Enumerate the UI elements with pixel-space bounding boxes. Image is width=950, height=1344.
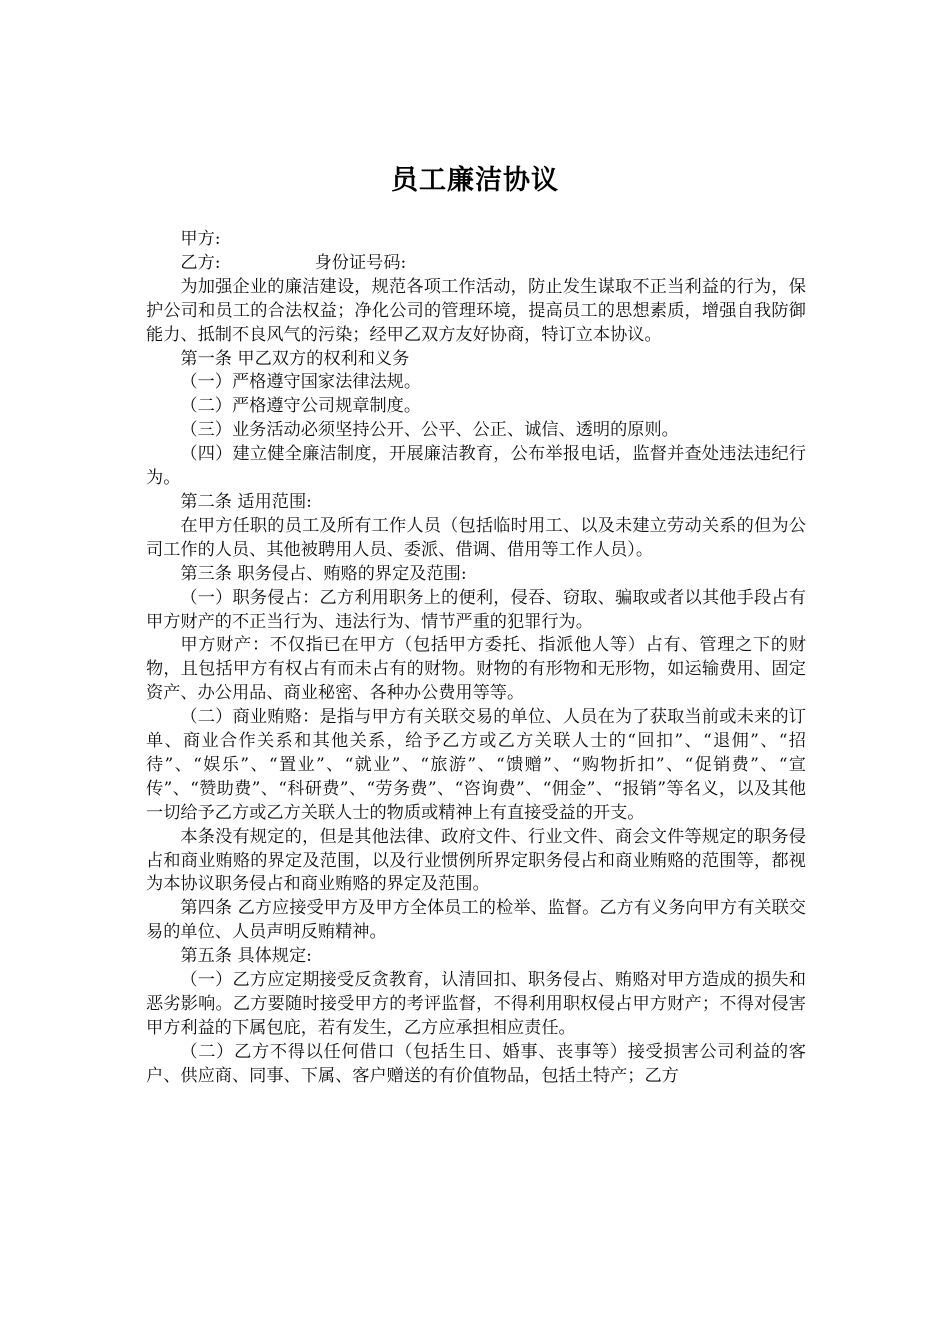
document-title: 员工廉洁协议	[391, 165, 559, 196]
article-3-property-definition: 甲方财产：不仅指已在甲方（包括甲方委托、指派他人等）占有、管理之下的财物，且包括甲方有权占有而未占有的财物。财物的有形物和无形物，如运输费用、固定资产、办公用品、商业秘密、各种办公费用等等。	[146, 635, 806, 704]
article-2-heading: 第二条 适用范围:	[180, 491, 312, 512]
article-1-item-3: （三）业务活动必须坚持公开、公平、公正、诚信、透明的原则。	[180, 420, 679, 441]
id-number-label: 身份证号码:	[314, 252, 407, 273]
article-3-heading: 第三条 职务侵占、贿赂的界定及范围:	[180, 563, 467, 584]
article-5-heading: 第五条 具体规定:	[180, 946, 312, 967]
article-1-item-2: （二）严格遵守公司规章制度。	[180, 396, 422, 417]
party-a-line	[146, 228, 806, 252]
article-5-item-2: （二）乙方不得以任何借口（包括生日、婚事、丧事等）接受损害公司利益的客户、供应商、同事、下属、客户赠送的有价值物品，包括土特产；乙方	[146, 1041, 806, 1086]
article-5-item-1: （一）乙方应定期接受反贪教育，认清回扣、职务侵占、贿赂对甲方造成的损失和恶劣影响。乙方要随时接受甲方的考评监督，不得利用职权侵占甲方财产；不得对侵害甲方利益的下属包庇，若有发生，乙方应承担相应责任。	[146, 970, 806, 1038]
article-3-supplement: 本条没有规定的，但是其他法律、政府文件、行业文件、商会文件等规定的职务侵占和商业贿赂的界定及范围，以及行业惯例所界定职务侵占和商业贿赂的范围等，都视为本协议职务侵占和商业贿赂的界定及范围。	[146, 826, 806, 895]
party-a-label: 甲方:	[180, 229, 221, 249]
article-4: 第四条 乙方应接受甲方及甲方全体员工的检举、监督。乙方有义务向甲方有关联交易的单位、人员声明反贿精神。	[146, 898, 806, 943]
article-1-heading: 第一条 甲乙双方的权利和义务	[180, 348, 410, 369]
party-b-label: 乙方:	[180, 252, 221, 273]
document-body	[146, 228, 806, 1089]
article-1-item-4: （四）建立健全廉洁制度，开展廉洁教育，公布举报电话，监督并查处违法违纪行为。	[146, 444, 806, 489]
article-3-item-2: （二）商业贿赂：是指与甲方有关联交易的单位、人员在为了获取当前或未来的订单、商业合作关系和其他关系，给予乙方或乙方关联人士的“回扣”、“退佣”、“招待”、“娱乐”、“置业”、“就业”、“旅游”、“馈赠”、“购物折扣”、“促销费”、“宣传”、“赞助费”、“科研费”、“劳务费”、“咨询费”、“佣金”、“报销”等名义，以及其他一切给予乙方或乙方关联人士的物质或精神上有直接受益的开支。	[146, 707, 806, 823]
article-3-item-1: （一）职务侵占：乙方利用职务上的便利，侵吞、窃取、骗取或者以其他手段占有甲方财产的不正当行为、违法行为、情节严重的犯罪行为。	[146, 587, 806, 632]
paragraph-preamble: 为加强企业的廉洁建设，规范各项工作活动，防止发生谋取不正当利益的行为，保护公司和员工的合法权益；净化公司的管理环境，提高员工的思想素质，增强自我防御能力、抵制不良风气的污染；经甲乙双方友好协商，特订立本协议。	[146, 276, 806, 345]
article-1-item-1: （一）严格遵守国家法律法规。	[180, 372, 422, 393]
article-2-body: 在甲方任职的员工及所有工作人员（包括临时用工、以及未建立劳动关系的但为公司工作的人员、其他被聘用人员、委派、借调、借用等工作人员）。	[146, 515, 806, 560]
party-b-line	[146, 252, 806, 276]
